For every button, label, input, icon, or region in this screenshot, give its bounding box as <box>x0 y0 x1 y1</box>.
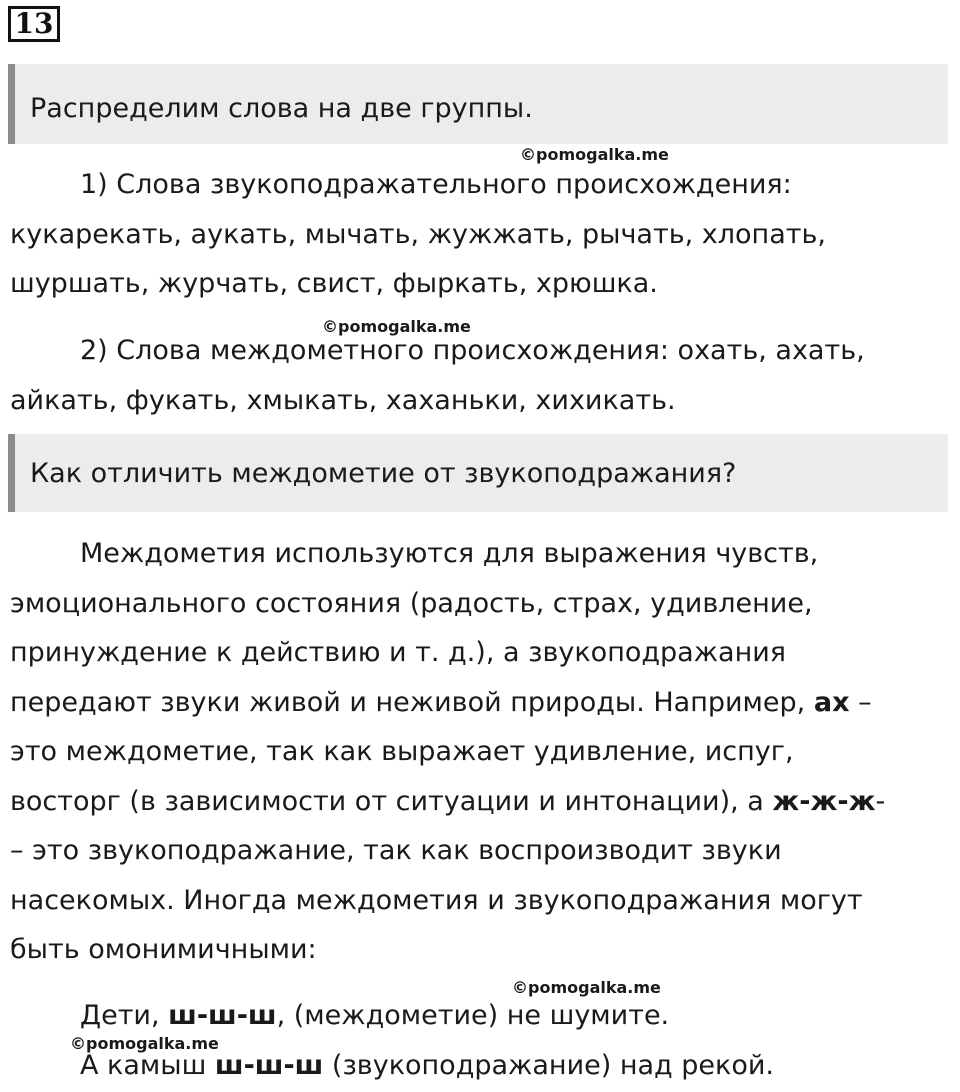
explanation-text: – <box>849 686 872 718</box>
explanation-text: передают звуки живой и неживой природы. Например, <box>10 686 814 718</box>
example-word-sh: ш-ш-ш <box>214 1050 324 1081</box>
example-word-ah: ах <box>813 686 850 718</box>
watermark: ©pomogalka.me <box>512 978 661 997</box>
example-text: А камыш <box>80 1050 215 1081</box>
watermark: ©pomogalka.me <box>322 317 471 336</box>
section-heading-difference <box>8 434 948 512</box>
group1-line: кукарекать, аукать, мычать, жужжать, рычать, хлопать, <box>10 218 826 250</box>
explanation-line: – это звукоподражание, так как воспроизводит звуки <box>10 835 782 866</box>
explanation-line: принуждение к действию и т. д.), а звукоподражания <box>10 637 787 668</box>
explanation-line: это междометие, так как выражает удивление, испуг, <box>10 736 794 767</box>
explanation-paragraph <box>10 529 954 975</box>
group2-line: айкать, фукать, хмыкать, хаханьки, хихикать. <box>10 384 676 416</box>
watermark: ©pomogalka.me <box>70 1034 219 1053</box>
example-word-sh: ш-ш-ш <box>168 1000 277 1031</box>
example-sentence-2 <box>80 1044 774 1088</box>
example-text: Дети, <box>80 1000 169 1031</box>
explanation-line <box>10 678 954 728</box>
heading-text: Распределим слова на две группы. <box>30 92 533 124</box>
task-number-box: 13 <box>8 6 60 42</box>
heading-text: Как отличить междометие от звукоподражания? <box>30 457 737 489</box>
watermark: ©pomogalka.me <box>520 145 669 164</box>
example-text: (звукоподражание) над рекой. <box>323 1050 774 1081</box>
section-heading-groups <box>8 64 948 144</box>
example-word-zh: ж-ж-ж <box>772 785 876 817</box>
group2-paragraph <box>10 326 954 425</box>
group1-line: шуршать, журчать, свист, фыркать, хрюшка. <box>10 268 658 299</box>
explanation-line: эмоционального состояния (радость, страх, удивление, <box>10 587 813 619</box>
explanation-line: Междометия используются для выражения чувств, <box>80 538 819 569</box>
group1-line: 1) Слова звукоподражательного происхождения: <box>80 169 792 200</box>
explanation-line <box>10 777 954 827</box>
explanation-line: насекомых. Иногда междометия и звукоподражания могут <box>10 884 863 916</box>
group1-paragraph <box>10 160 954 309</box>
explanation-text: восторг (в зависимости от ситуации и интонации), а <box>10 785 773 817</box>
example-text: , (междометие) не шумите. <box>276 1000 670 1031</box>
explanation-line: быть омонимичными: <box>10 934 317 965</box>
example-sentence-1 <box>80 994 669 1038</box>
explanation-text: - <box>875 785 886 817</box>
group2-line: 2) Слова междометного происхождения: охать, ахать, <box>80 335 865 366</box>
